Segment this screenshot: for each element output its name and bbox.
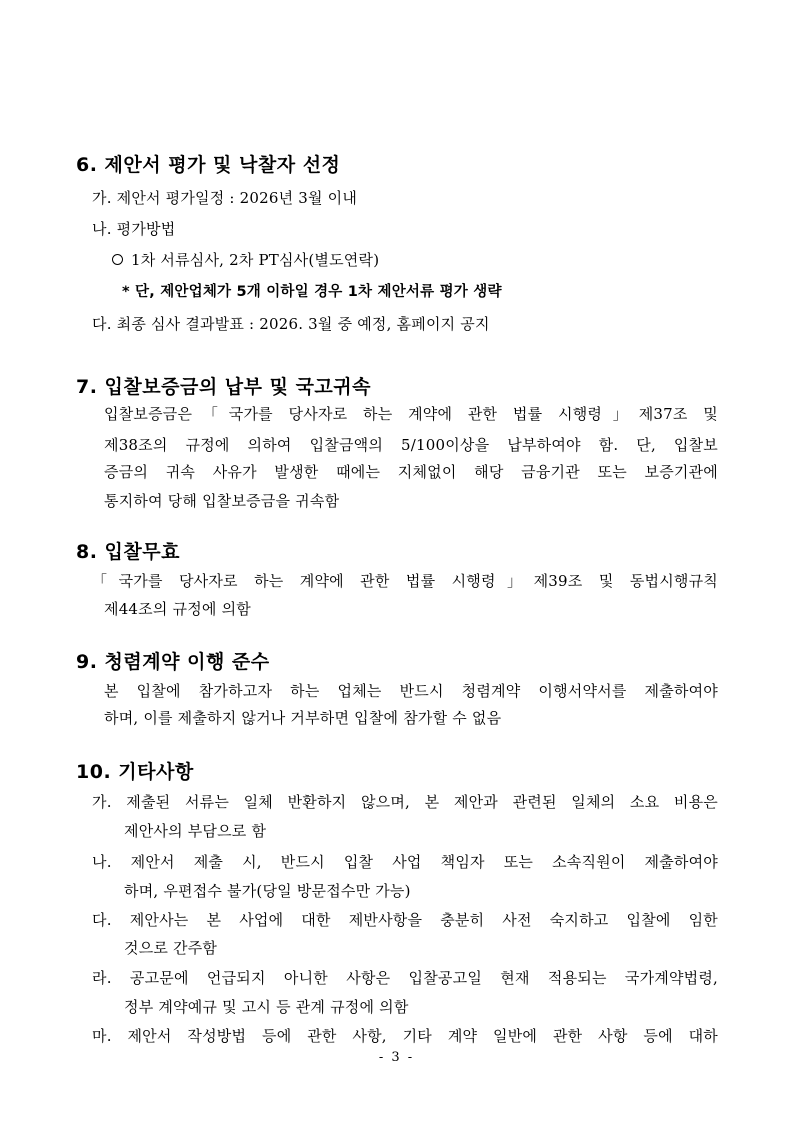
- section-10-item-a-line-2: 제안사의 부담으로 함: [124, 822, 267, 840]
- circle-bullet-icon: [112, 254, 123, 265]
- section-6-item-b1-text: 1차 서류심사, 2차 PT심사(별도연락): [131, 251, 380, 269]
- section-6-item-a: 가. 제안서 평가일정 : 2026년 3월 이내: [92, 189, 358, 207]
- section-6-note: * 단, 제안업체가 5개 이하일 경우 1차 제안서류 평가 생략: [122, 284, 502, 300]
- section-10-item-c-line-2: 것으로 간주함: [124, 939, 218, 957]
- section-6-item-b: 나. 평가방법: [92, 220, 176, 238]
- section-9-heading: 9. 청렴계약 이행 준수: [76, 651, 270, 673]
- section-7-line-2: 제38조의 규정에 의하여 입찰금액의 5/100이상을 납부하여야 함. 단, 입찰보: [104, 436, 718, 454]
- section-10-item-e-line-1: 마. 제안서 작성방법 등에 관한 사항, 기타 계약 일반에 관한 사항 등에 대하: [92, 1027, 718, 1045]
- section-7-heading: 7. 입찰보증금의 납부 및 국고귀속: [76, 376, 371, 398]
- section-8-heading: 8. 입찰무효: [76, 541, 180, 563]
- section-10-item-b-line-1: 나. 제안서 제출 시, 반드시 입찰 사업 책임자 또는 소속직원이 제출하여야: [92, 853, 718, 871]
- section-7-line-1: 입찰보증금은「국가를 당사자로 하는 계약에 관한 법률 시행령」제37조 및: [104, 405, 718, 423]
- section-6-heading: 6. 제안서 평가 및 낙찰자 선정: [76, 154, 341, 176]
- page-number: - 3 -: [378, 1050, 415, 1065]
- section-10-item-d-line-2: 정부 계약예규 및 고시 등 관계 규정에 의함: [124, 998, 409, 1016]
- section-10-item-c-line-1: 다. 제안사는 본 사업에 대한 제반사항을 충분히 사전 숙지하고 입찰에 임한: [92, 911, 718, 929]
- section-7-line-3: 증금의 귀속 사유가 발생한 때에는 지체없이 해당 금융기관 또는 보증기관에: [104, 463, 718, 481]
- section-8-line-2: 제44조의 규정에 의함: [104, 600, 251, 618]
- section-6-item-b1: [112, 249, 379, 270]
- section-7-line-4: 통지하여 당해 입찰보증금을 귀속함: [104, 492, 340, 510]
- section-10-heading: 10. 기타사항: [76, 761, 194, 783]
- section-9-line-2: 하며, 이를 제출하지 않거나 거부하면 입찰에 참가할 수 없음: [104, 709, 502, 727]
- section-8-line-1: 「국가를 당사자로 하는 계약에 관한 법률 시행령」제39조 및 동법시행규칙: [92, 572, 718, 590]
- section-10-item-a-line-1: 가. 제출된 서류는 일체 반환하지 않으며, 본 제안과 관련된 일체의 소요 비용은: [92, 793, 718, 811]
- section-9-line-1: 본 입찰에 참가하고자 하는 업체는 반드시 청렴계약 이행서약서를 제출하여야: [104, 682, 718, 700]
- section-6-item-c: 다. 최종 심사 결과발표 : 2026. 3월 중 예정, 홈페이지 공지: [92, 315, 490, 333]
- section-10-item-b-line-2: 하며, 우편접수 불가(당일 방문접수만 가능): [124, 882, 411, 900]
- section-10-item-d-line-1: 라. 공고문에 언급되지 아니한 사항은 입찰공고일 현재 적용되는 국가계약법령,: [92, 969, 718, 987]
